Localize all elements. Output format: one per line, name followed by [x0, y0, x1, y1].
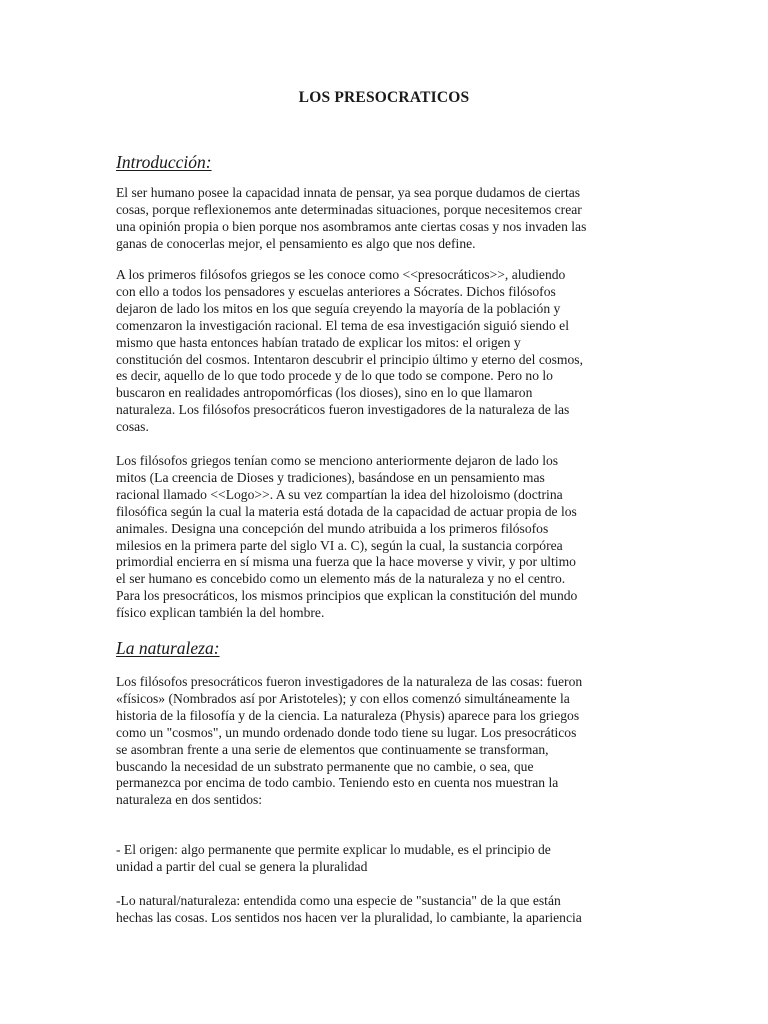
paragraph-origen: [116, 842, 656, 876]
text-line: A los primeros filósofos griegos se les conoce como <<presocráticos>>, aludiendo: [116, 267, 566, 282]
text-line: hechas las cosas. Los sentidos nos hacen ver la pluralidad, lo cambiante, la apariencia: [116, 909, 582, 925]
text-line: físico explican también la del hombre.: [116, 605, 325, 621]
text-line: dejaron de lado los mitos en los que seguía creyendo la mayoría de la población y: [116, 300, 561, 316]
paragraph-lo-natural: [116, 893, 656, 927]
text-line: filosófica según la cual la materia está dotada de la capacidad de actuar propia de los: [116, 503, 577, 519]
text-line: ganas de conocerlas mejor, el pensamiento es algo que nos define.: [116, 235, 476, 251]
section-heading-introduccion: Introducción:: [116, 152, 212, 172]
text-line: Los filósofos presocráticos fueron investigadores de la naturaleza de las cosas: fueron: [116, 674, 583, 689]
document-title: LOS PRESOCRATICOS: [298, 89, 470, 106]
text-line: naturaleza en dos sentidos:: [116, 792, 263, 808]
text-line: racional llamado <<Logo>>. A su vez compartían la idea del hizoloismo (doctrina: [116, 486, 563, 502]
text-line: milesios en la primera parte del siglo VI a. C), según la cual, la sustancia corpórea: [116, 537, 563, 553]
text-line: Los filósofos griegos tenían como se menciono anteriormente dejaron de lado los: [116, 453, 559, 468]
text-line: naturaleza. Los filósofos presocráticos fueron investigadores de la naturaleza de las: [116, 402, 570, 418]
text-line: una opinión propia o bien porque nos asombramos ante ciertas cosas y nos invaden las: [116, 218, 587, 234]
text-line: comenzaron la investigación racional. El tema de esa investigación siguió siendo el: [116, 317, 569, 333]
text-line: es decir, aquello de lo que todo procede y de lo que todo se compone. Pero no lo: [116, 368, 553, 384]
text-line: mitos (La creencia de Dioses y tradiciones), basándose en un pensamiento mas: [116, 469, 545, 485]
text-line: -Lo natural/naturaleza: entendida como una especie de "sustancia" de la que están: [116, 893, 561, 908]
paragraph-intro-1: [116, 185, 656, 253]
paragraph-intro-3: [116, 453, 656, 622]
text-line: con ello a todos los pensadores y escuelas anteriores a Sócrates. Dichos filósofos: [116, 283, 556, 299]
text-line: como un "cosmos", un mundo ordenado donde todo tiene su lugar. Los presocráticos: [116, 724, 577, 740]
text-line: - El origen: algo permanente que permite explicar lo mudable, es el principio de: [116, 842, 551, 857]
text-line: «físicos» (Nombrados así por Aristoteles); y con ellos comenzó simultáneamente la: [116, 690, 570, 706]
text-line: animales. Designa una concepción del mundo atribuida a los primeros filósofos: [116, 520, 549, 536]
text-line: buscaron en realidades antropomórficas (los dioses), sino en lo que llamaron: [116, 385, 533, 401]
text-line: cosas, porque reflexionemos ante determinadas situaciones, porque necesitemos crear: [116, 201, 582, 217]
text-line: el ser humano es concebido como un elemento más de la naturaleza y no el centro.: [116, 571, 566, 587]
text-line: primordial encierra en sí misma una fuerza que la hace moverse y vivir, y por ultimo: [116, 554, 576, 570]
text-line: unidad a partir del cual se genera la pluralidad: [116, 858, 368, 874]
text-line: permanezca por encima de todo cambio. Teniendo esto en cuenta nos muestran la: [116, 775, 559, 791]
text-line: buscando la necesidad de un substrato permanente que no cambie, o sea, que: [116, 758, 534, 774]
paragraph-intro-2: [116, 267, 656, 436]
text-line: constitución del cosmos. Intentaron descubrir el principio último y eterno del cosmos,: [116, 351, 583, 367]
text-line: El ser humano posee la capacidad innata de pensar, ya sea porque dudamos de ciertas: [116, 185, 581, 200]
text-line: se asombran frente a una serie de elementos que continuamente se transforman,: [116, 741, 549, 757]
text-line: mismo que hasta entonces habían tratado de explicar los mitos: el origen y: [116, 334, 521, 350]
paragraph-naturaleza-1: [116, 674, 656, 809]
text-line: Para los presocráticos, los mismos principios que explican la constitución del mundo: [116, 588, 578, 604]
text-line: historia de la filosofía y de la ciencia. La naturaleza (Physis) aparece para los griegos: [116, 707, 580, 723]
section-heading-naturaleza: La naturaleza:: [116, 638, 220, 658]
text-line: cosas.: [116, 419, 149, 435]
